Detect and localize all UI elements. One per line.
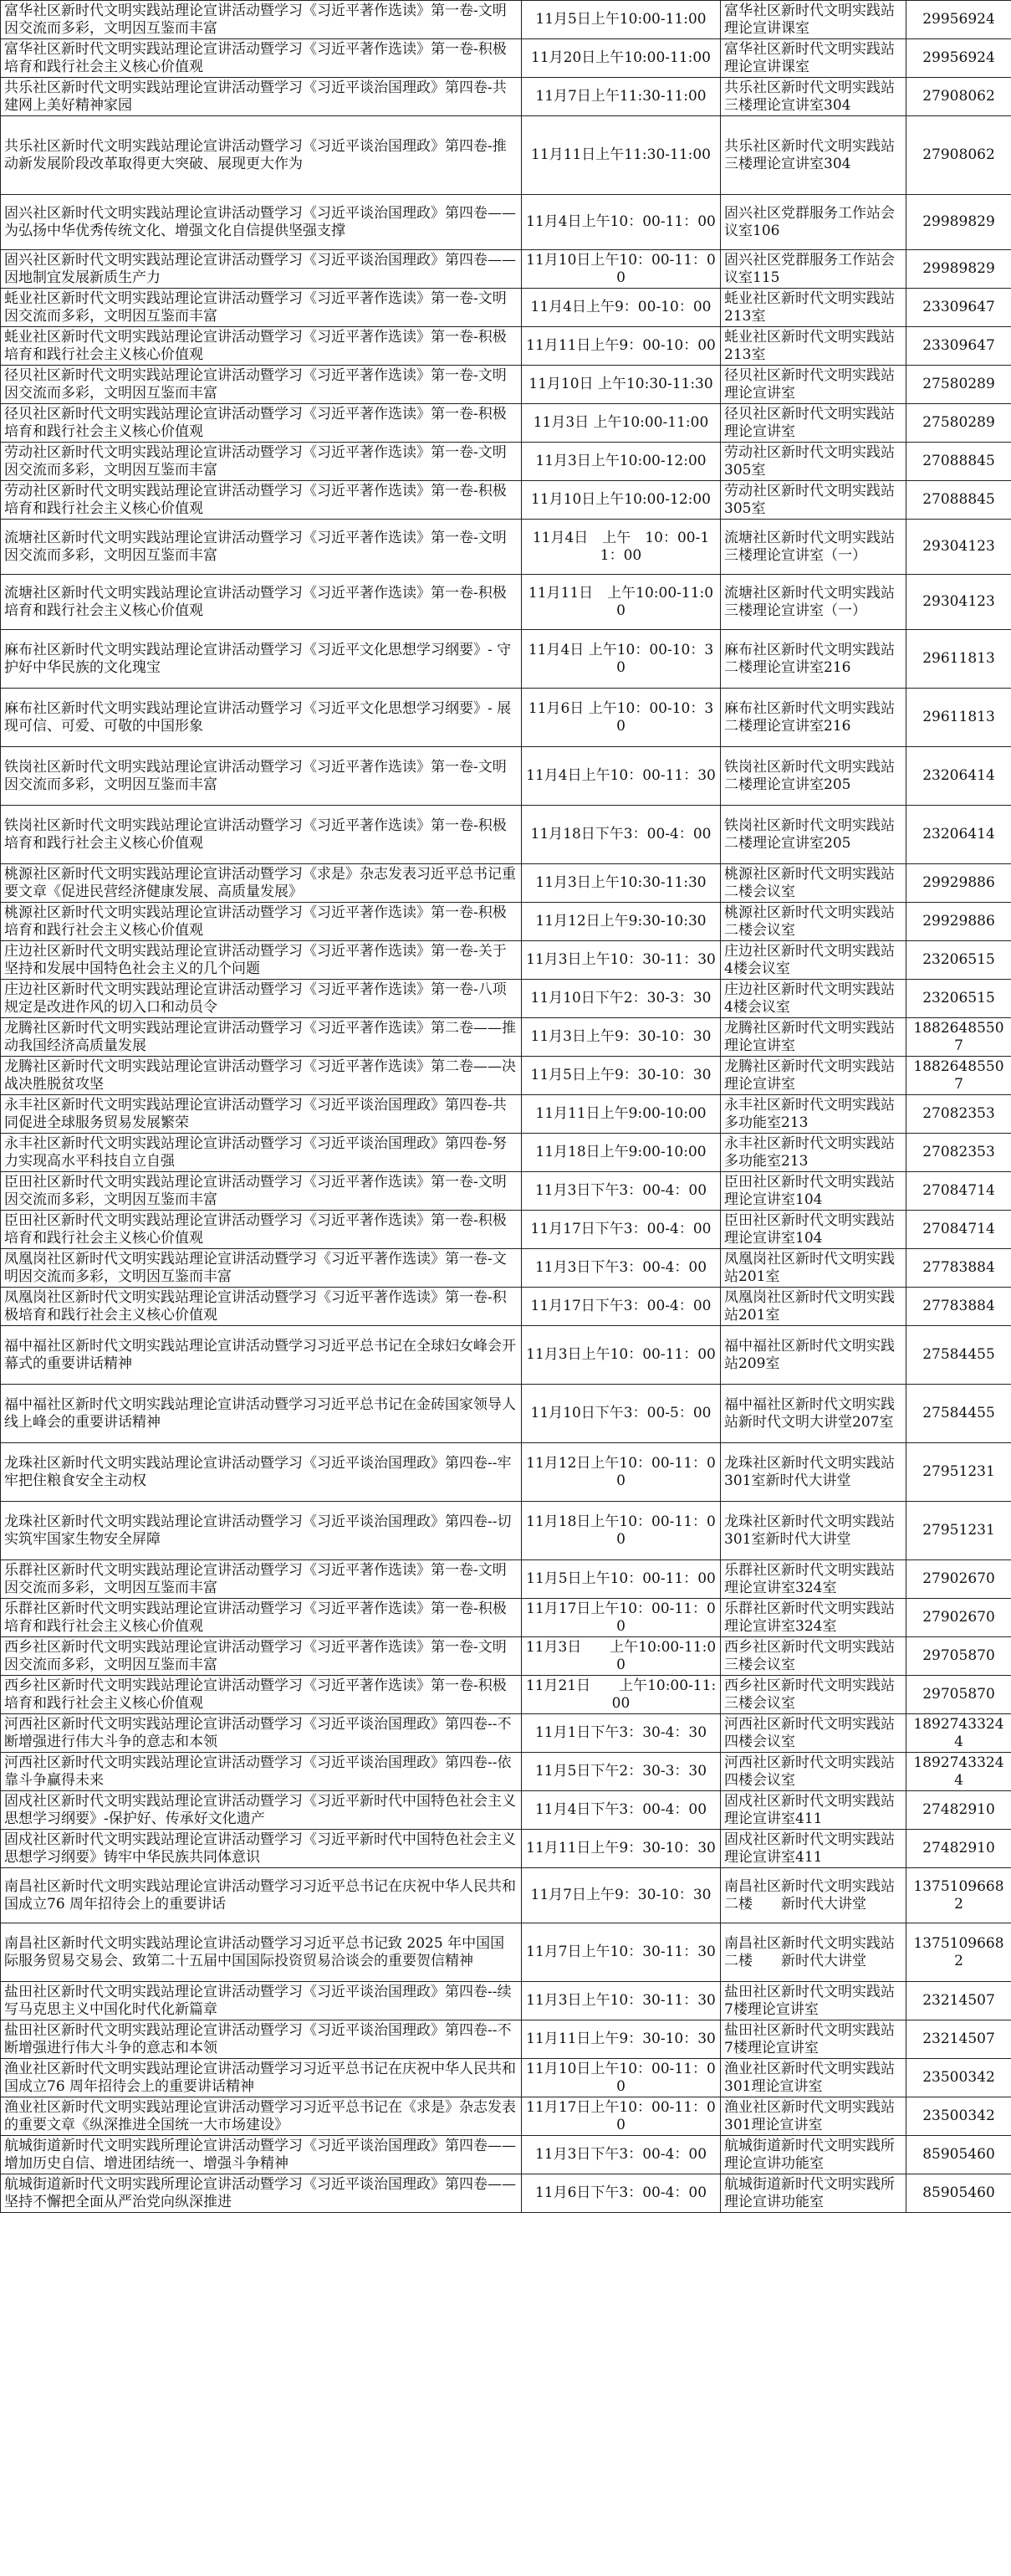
table-row bbox=[1, 630, 1011, 689]
cell-phone: 27908062 bbox=[906, 78, 1011, 116]
cell-venue: 西乡社区新时代文明实践站三楼会议室 bbox=[721, 1676, 906, 1714]
cell-phone: 23206414 bbox=[906, 747, 1011, 806]
cell-topic: 桃源社区新时代文明实践站理论宣讲活动暨学习《习近平著作选读》第一卷-积极培育和践行社会主义核心价值观 bbox=[1, 903, 522, 941]
cell-venue: 蚝业社区新时代文明实践站213室 bbox=[721, 289, 906, 327]
cell-time: 11月11日上午9:00-10:00 bbox=[522, 1095, 721, 1134]
cell-phone: 18927433244 bbox=[906, 1714, 1011, 1753]
cell-phone: 27902670 bbox=[906, 1560, 1011, 1599]
cell-venue: 富华社区新时代文明实践站理论宣讲课室 bbox=[721, 1, 906, 39]
cell-topic: 龙珠社区新时代文明实践站理论宣讲活动暨学习《习近平谈治国理政》第四卷--切实筑牢国家生物安全屏障 bbox=[1, 1502, 522, 1560]
cell-topic: 固戍社区新时代文明实践站理论宣讲活动暨学习《习近平新时代中国特色社会主义思想学习纲要》铸牢中华民族共同体意识 bbox=[1, 1830, 522, 1868]
cell-topic: 南昌社区新时代文明实践站理论宣讲活动暨学习习近平总书记在庆祝中华人民共和国成立76 周年招待会上的重要讲话 bbox=[1, 1868, 522, 1923]
table-row bbox=[1, 1018, 1011, 1057]
cell-time: 11月7日上午10：30-11：30 bbox=[522, 1923, 721, 1982]
cell-venue: 盐田社区新时代文明实践站7楼理论宣讲室 bbox=[721, 2020, 906, 2059]
cell-phone: 27951231 bbox=[906, 1443, 1011, 1502]
cell-phone: 23500342 bbox=[906, 2097, 1011, 2136]
cell-time: 11月3日下午3：00-4：00 bbox=[522, 1172, 721, 1211]
table-row bbox=[1, 575, 1011, 630]
cell-time: 11月11日 上午10:00-11:00 bbox=[522, 575, 721, 630]
cell-time: 11月3日 上午10:00-11:00 bbox=[522, 404, 721, 443]
table-row bbox=[1, 1172, 1011, 1211]
cell-topic: 径贝社区新时代文明实践站理论宣讲活动暨学习《习近平著作选读》第一卷-文明因交流而多彩，文明因互鉴而丰富 bbox=[1, 366, 522, 404]
cell-topic: 凤凰岗社区新时代文明实践站理论宣讲活动暨学习《习近平著作选读》第一卷-文明因交流而多彩，文明因互鉴而丰富 bbox=[1, 1249, 522, 1288]
cell-topic: 河西社区新时代文明实践站理论宣讲活动暨学习《习近平谈治国理政》第四卷--依靠斗争赢得未来 bbox=[1, 1753, 522, 1791]
cell-time: 11月12日上午10：00-11：00 bbox=[522, 1443, 721, 1502]
table-row bbox=[1, 2020, 1011, 2059]
cell-phone: 23309647 bbox=[906, 289, 1011, 327]
table-row bbox=[1, 1676, 1011, 1714]
cell-time: 11月10日下午2：30-3：30 bbox=[522, 980, 721, 1018]
table-row bbox=[1, 2097, 1011, 2136]
cell-phone: 23206515 bbox=[906, 941, 1011, 980]
table-row bbox=[1, 195, 1011, 250]
table-row bbox=[1, 806, 1011, 864]
cell-time: 11月18日下午3：00-4：00 bbox=[522, 806, 721, 864]
cell-time: 11月18日上午10：00-11：00 bbox=[522, 1502, 721, 1560]
cell-topic: 龙珠社区新时代文明实践站理论宣讲活动暨学习《习近平谈治国理政》第四卷--牢牢把住粮食安全主动权 bbox=[1, 1443, 522, 1502]
cell-venue: 劳动社区新时代文明实践站305室 bbox=[721, 481, 906, 520]
cell-venue: 永丰社区新时代文明实践站多功能室213 bbox=[721, 1095, 906, 1134]
cell-topic: 乐群社区新时代文明实践站理论宣讲活动暨学习《习近平著作选读》第一卷-积极培育和践行社会主义核心价值观 bbox=[1, 1599, 522, 1637]
cell-topic: 西乡社区新时代文明实践站理论宣讲活动暨学习《习近平著作选读》第一卷-积极培育和践行社会主义核心价值观 bbox=[1, 1676, 522, 1714]
cell-topic: 铁岗社区新时代文明实践站理论宣讲活动暨学习《习近平著作选读》第一卷-积极培育和践行社会主义核心价值观 bbox=[1, 806, 522, 864]
table-row bbox=[1, 1443, 1011, 1502]
cell-time: 11月3日下午3：00-4：00 bbox=[522, 1249, 721, 1288]
table-row bbox=[1, 39, 1011, 78]
cell-time: 11月10日上午10：00-11：00 bbox=[522, 250, 721, 289]
cell-phone: 27082353 bbox=[906, 1134, 1011, 1172]
cell-phone: 29956924 bbox=[906, 39, 1011, 78]
cell-topic: 渔业社区新时代文明实践站理论宣讲活动暨学习习近平总书记在庆祝中华人民共和国成立76 周年招待会上的重要讲话精神 bbox=[1, 2059, 522, 2097]
table-row bbox=[1, 250, 1011, 289]
cell-topic: 铁岗社区新时代文明实践站理论宣讲活动暨学习《习近平著作选读》第一卷-文明因交流而多彩，文明因互鉴而丰富 bbox=[1, 747, 522, 806]
table-row bbox=[1, 2136, 1011, 2174]
table-row bbox=[1, 1637, 1011, 1676]
cell-topic: 航城街道新时代文明实践所理论宣讲活动暨学习《习近平谈治国理政》第四卷——增加历史自信、增进团结统一、增强斗争精神 bbox=[1, 2136, 522, 2174]
cell-venue: 桃源社区新时代文明实践站二楼会议室 bbox=[721, 903, 906, 941]
cell-venue: 乐群社区新时代文明实践站理论宣讲室324室 bbox=[721, 1560, 906, 1599]
cell-venue: 固戍社区新时代文明实践站理论宣讲室411 bbox=[721, 1791, 906, 1830]
cell-time: 11月3日上午10：30-11：30 bbox=[522, 1982, 721, 2020]
table-row bbox=[1, 1599, 1011, 1637]
cell-topic: 共乐社区新时代文明实践站理论宣讲活动暨学习《习近平谈治国理政》第四卷-推动新发展阶段改革取得更大突破、展现更大作为 bbox=[1, 116, 522, 195]
schedule-table-body bbox=[1, 1, 1011, 2213]
cell-venue: 固兴社区党群服务工作站会议室106 bbox=[721, 195, 906, 250]
cell-time: 11月17日下午3：00-4：00 bbox=[522, 1211, 721, 1249]
cell-phone: 23214507 bbox=[906, 2020, 1011, 2059]
cell-phone: 23206414 bbox=[906, 806, 1011, 864]
cell-phone: 27908062 bbox=[906, 116, 1011, 195]
cell-time: 11月1日下午3：30-4：30 bbox=[522, 1714, 721, 1753]
cell-time: 11月3日上午9：30-10：30 bbox=[522, 1018, 721, 1057]
cell-phone: 27088845 bbox=[906, 443, 1011, 481]
cell-phone: 18927433244 bbox=[906, 1753, 1011, 1791]
cell-phone: 13751096682 bbox=[906, 1923, 1011, 1982]
cell-phone: 27783884 bbox=[906, 1288, 1011, 1326]
cell-time: 11月6日下午3：00-4：00 bbox=[522, 2174, 721, 2213]
cell-phone: 27584455 bbox=[906, 1326, 1011, 1385]
cell-topic: 臣田社区新时代文明实践站理论宣讲活动暨学习《习近平著作选读》第一卷-文明因交流而多彩，文明因互鉴而丰富 bbox=[1, 1172, 522, 1211]
cell-venue: 龙腾社区新时代文明实践站理论宣讲室 bbox=[721, 1057, 906, 1095]
cell-phone: 29304123 bbox=[906, 575, 1011, 630]
cell-time: 11月11日上午9：30-10：30 bbox=[522, 2020, 721, 2059]
table-row bbox=[1, 1249, 1011, 1288]
cell-topic: 河西社区新时代文明实践站理论宣讲活动暨学习《习近平谈治国理政》第四卷--不断增强进行伟大斗争的意志和本领 bbox=[1, 1714, 522, 1753]
cell-time: 11月21日 上午10:00-11:00 bbox=[522, 1676, 721, 1714]
table-row bbox=[1, 443, 1011, 481]
table-row bbox=[1, 1, 1011, 39]
cell-venue: 庄边社区新时代文明实践站4楼会议室 bbox=[721, 941, 906, 980]
cell-venue: 共乐社区新时代文明实践站三楼理论宣讲室304 bbox=[721, 78, 906, 116]
table-row bbox=[1, 366, 1011, 404]
cell-time: 11月4日上午10：00-11：00 bbox=[522, 195, 721, 250]
cell-topic: 福中福社区新时代文明实践站理论宣讲活动暨学习习近平总书记在金砖国家领导人线上峰会的重要讲话精神 bbox=[1, 1385, 522, 1443]
cell-time: 11月17日上午10：00-11：00 bbox=[522, 1599, 721, 1637]
cell-topic: 固兴社区新时代文明实践站理论宣讲活动暨学习《习近平谈治国理政》第四卷——为弘扬中华优秀传统文化、增强文化自信提供坚强支撑 bbox=[1, 195, 522, 250]
cell-topic: 福中福社区新时代文明实践站理论宣讲活动暨学习习近平总书记在全球妇女峰会开幕式的重要讲话精神 bbox=[1, 1326, 522, 1385]
table-row bbox=[1, 1982, 1011, 2020]
cell-phone: 27580289 bbox=[906, 366, 1011, 404]
cell-time: 11月10日下午3：00-5：00 bbox=[522, 1385, 721, 1443]
cell-time: 11月10日 上午10:30-11:30 bbox=[522, 366, 721, 404]
cell-topic: 麻布社区新时代文明实践站理论宣讲活动暨学习《习近平文化思想学习纲要》- 守护好中华民族的文化瑰宝 bbox=[1, 630, 522, 689]
cell-venue: 凤凰岗社区新时代文明实践站201室 bbox=[721, 1288, 906, 1326]
cell-venue: 径贝社区新时代文明实践站 理论宣讲室 bbox=[721, 404, 906, 443]
table-row bbox=[1, 481, 1011, 520]
cell-topic: 庄边社区新时代文明实践站理论宣讲活动暨学习《习近平著作选读》第一卷-关于坚持和发展中国特色社会主义的几个问题 bbox=[1, 941, 522, 980]
cell-time: 11月10日上午10：00-11：00 bbox=[522, 2059, 721, 2097]
table-row bbox=[1, 1502, 1011, 1560]
cell-topic: 盐田社区新时代文明实践站理论宣讲活动暨学习《习近平谈治国理政》第四卷--续写马克思主义中国化时代化新篇章 bbox=[1, 1982, 522, 2020]
cell-time: 11月4日 上午10：00-10：30 bbox=[522, 630, 721, 689]
cell-venue: 固戍社区新时代文明实践站理论宣讲室411 bbox=[721, 1830, 906, 1868]
table-row bbox=[1, 116, 1011, 195]
cell-time: 11月3日上午10:00-12:00 bbox=[522, 443, 721, 481]
table-row bbox=[1, 2059, 1011, 2097]
cell-topic: 龙腾社区新时代文明实践站理论宣讲活动暨学习《习近平著作选读》第二卷——推动我国经济高质量发展 bbox=[1, 1018, 522, 1057]
cell-phone: 27580289 bbox=[906, 404, 1011, 443]
table-row bbox=[1, 1326, 1011, 1385]
cell-topic: 蚝业社区新时代文明实践站理论宣讲活动暨学习《习近平著作选读》第一卷-积极培育和践行社会主义核心价值观 bbox=[1, 327, 522, 366]
cell-time: 11月11日上午9：00-10：00 bbox=[522, 327, 721, 366]
table-row bbox=[1, 1923, 1011, 1982]
cell-time: 11月3日上午10：30-11：30 bbox=[522, 941, 721, 980]
cell-time: 11月4日 上午 10：00-11：00 bbox=[522, 520, 721, 575]
cell-time: 11月5日下午2：30-3：30 bbox=[522, 1753, 721, 1791]
cell-time: 11月5日上午10:00-11:00 bbox=[522, 1, 721, 39]
cell-phone: 29304123 bbox=[906, 520, 1011, 575]
cell-topic: 共乐社区新时代文明实践站理论宣讲活动暨学习《习近平谈治国理政》第四卷-共建网上美好精神家园 bbox=[1, 78, 522, 116]
cell-phone: 27902670 bbox=[906, 1599, 1011, 1637]
cell-phone: 29989829 bbox=[906, 195, 1011, 250]
cell-venue: 富华社区新时代文明实践站理论宣讲课室 bbox=[721, 39, 906, 78]
table-row bbox=[1, 1560, 1011, 1599]
table-row bbox=[1, 1057, 1011, 1095]
cell-phone: 29705870 bbox=[906, 1676, 1011, 1714]
cell-topic: 凤凰岗社区新时代文明实践站理论宣讲活动暨学习《习近平著作选读》第一卷-积极培育和践行社会主义核心价值观 bbox=[1, 1288, 522, 1326]
cell-time: 11月3日上午10:30-11:30 bbox=[522, 864, 721, 903]
table-row bbox=[1, 520, 1011, 575]
cell-venue: 永丰社区新时代文明实践站多功能室213 bbox=[721, 1134, 906, 1172]
cell-venue: 麻布社区新时代文明实践站二楼理论宣讲室216 bbox=[721, 689, 906, 747]
cell-topic: 桃源社区新时代文明实践站理论宣讲活动暨学习《求是》杂志发表习近平总书记重要文章《促进民营经济健康发展、高质量发展》 bbox=[1, 864, 522, 903]
cell-phone: 23214507 bbox=[906, 1982, 1011, 2020]
cell-topic: 径贝社区新时代文明实践站理论宣讲活动暨学习《习近平著作选读》第一卷-积极培育和践行社会主义核心价值观 bbox=[1, 404, 522, 443]
cell-venue: 南昌社区新时代文明实践站二楼 新时代大讲堂 bbox=[721, 1923, 906, 1982]
table-row bbox=[1, 1288, 1011, 1326]
cell-time: 11月12日上午9:30-10:30 bbox=[522, 903, 721, 941]
cell-venue: 流塘社区新时代文明实践站三楼理论宣讲室（一） bbox=[721, 520, 906, 575]
table-row bbox=[1, 1868, 1011, 1923]
table-row bbox=[1, 689, 1011, 747]
table-row bbox=[1, 747, 1011, 806]
cell-phone: 27951231 bbox=[906, 1502, 1011, 1560]
cell-topic: 盐田社区新时代文明实践站理论宣讲活动暨学习《习近平谈治国理政》第四卷--不断增强进行伟大斗争的意志和本领 bbox=[1, 2020, 522, 2059]
table-row bbox=[1, 864, 1011, 903]
cell-venue: 庄边社区新时代文明实践站4楼会议室 bbox=[721, 980, 906, 1018]
cell-phone: 27084714 bbox=[906, 1211, 1011, 1249]
cell-phone: 29705870 bbox=[906, 1637, 1011, 1676]
cell-time: 11月7日上午9：30-10：30 bbox=[522, 1868, 721, 1923]
cell-time: 11月17日上午10：00-11：00 bbox=[522, 2097, 721, 2136]
cell-time: 11月11日上午11:30-11:00 bbox=[522, 116, 721, 195]
cell-time: 11月10日上午10:00-12:00 bbox=[522, 481, 721, 520]
cell-time: 11月4日上午9：00-10：00 bbox=[522, 289, 721, 327]
cell-venue: 渔业社区新时代文明实践站301理论宣讲室 bbox=[721, 2059, 906, 2097]
cell-topic: 航城街道新时代文明实践所理论宣讲活动暨学习《习近平谈治国理政》第四卷——坚持不懈把全面从严治党向纵深推进 bbox=[1, 2174, 522, 2213]
cell-topic: 流塘社区新时代文明实践站理论宣讲活动暨学习《习近平著作选读》第一卷-积极培育和践行社会主义核心价值观 bbox=[1, 575, 522, 630]
cell-time: 11月3日上午10：00-11：00 bbox=[522, 1326, 721, 1385]
table-row bbox=[1, 941, 1011, 980]
cell-venue: 径贝社区新时代文明实践站 理论宣讲室 bbox=[721, 366, 906, 404]
cell-phone: 29929886 bbox=[906, 903, 1011, 941]
cell-phone: 23206515 bbox=[906, 980, 1011, 1018]
cell-venue: 铁岗社区新时代文明实践站二楼理论宣讲室205 bbox=[721, 806, 906, 864]
cell-topic: 流塘社区新时代文明实践站理论宣讲活动暨学习《习近平著作选读》第一卷-文明因交流而多彩，文明因互鉴而丰富 bbox=[1, 520, 522, 575]
cell-topic: 固戍社区新时代文明实践站理论宣讲活动暨学习《习近平新时代中国特色社会主义思想学习纲要》-保护好、传承好文化遗产 bbox=[1, 1791, 522, 1830]
cell-phone: 29956924 bbox=[906, 1, 1011, 39]
cell-venue: 凤凰岗社区新时代文明实践站201室 bbox=[721, 1249, 906, 1288]
cell-phone: 13751096682 bbox=[906, 1868, 1011, 1923]
cell-phone: 27783884 bbox=[906, 1249, 1011, 1288]
cell-time: 11月17日下午3：00-4：00 bbox=[522, 1288, 721, 1326]
cell-topic: 固兴社区新时代文明实践站理论宣讲活动暨学习《习近平谈治国理政》第四卷——因地制宜发展新质生产力 bbox=[1, 250, 522, 289]
cell-phone: 23309647 bbox=[906, 327, 1011, 366]
table-row bbox=[1, 2174, 1011, 2213]
cell-time: 11月20日上午10:00-11:00 bbox=[522, 39, 721, 78]
cell-venue: 固兴社区党群服务工作站会议室115 bbox=[721, 250, 906, 289]
cell-time: 11月11日上午9：30-10：30 bbox=[522, 1830, 721, 1868]
cell-topic: 南昌社区新时代文明实践站理论宣讲活动暨学习习近平总书记致 2025 年中国国际服务贸易交易会、致第二十五届中国国际投资贸易洽谈会的重要贺信精神 bbox=[1, 1923, 522, 1982]
cell-phone: 18826485507 bbox=[906, 1018, 1011, 1057]
cell-time: 11月5日上午9：30-10：30 bbox=[522, 1057, 721, 1095]
cell-phone: 29611813 bbox=[906, 630, 1011, 689]
table-row bbox=[1, 1385, 1011, 1443]
cell-time: 11月18日上午9:00-10:00 bbox=[522, 1134, 721, 1172]
cell-topic: 渔业社区新时代文明实践站理论宣讲活动暨学习习近平总书记在《求是》杂志发表的重要文章《纵深推进全国统一大市场建设》 bbox=[1, 2097, 522, 2136]
cell-venue: 河西社区新时代文明实践站四楼会议室 bbox=[721, 1714, 906, 1753]
cell-topic: 劳动社区新时代文明实践站理论宣讲活动暨学习《习近平著作选读》第一卷-积极培育和践行社会主义核心价值观 bbox=[1, 481, 522, 520]
cell-venue: 航城街道新时代文明实践所理论宣讲功能室 bbox=[721, 2174, 906, 2213]
table-row bbox=[1, 903, 1011, 941]
table-row bbox=[1, 1134, 1011, 1172]
cell-phone: 27584455 bbox=[906, 1385, 1011, 1443]
cell-venue: 航城街道新时代文明实践所理论宣讲功能室 bbox=[721, 2136, 906, 2174]
table-row bbox=[1, 1095, 1011, 1134]
cell-phone: 27482910 bbox=[906, 1830, 1011, 1868]
cell-topic: 富华社区新时代文明实践站理论宣讲活动暨学习《习近平著作选读》第一卷-文明因交流而多彩，文明因互鉴而丰富 bbox=[1, 1, 522, 39]
cell-venue: 龙珠社区新时代文明实践站301室新时代大讲堂 bbox=[721, 1443, 906, 1502]
table-row bbox=[1, 1714, 1011, 1753]
cell-venue: 龙腾社区新时代文明实践站理论宣讲室 bbox=[721, 1018, 906, 1057]
cell-venue: 渔业社区新时代文明实践站301理论宣讲室 bbox=[721, 2097, 906, 2136]
table-row bbox=[1, 289, 1011, 327]
cell-phone: 29989829 bbox=[906, 250, 1011, 289]
table-row bbox=[1, 327, 1011, 366]
table-row bbox=[1, 1211, 1011, 1249]
cell-topic: 永丰社区新时代文明实践站理论宣讲活动暨学习《习近平谈治国理政》第四卷-努力实现高水平科技自立自强 bbox=[1, 1134, 522, 1172]
cell-topic: 乐群社区新时代文明实践站理论宣讲活动暨学习《习近平著作选读》第一卷-文明因交流而多彩，文明因互鉴而丰富 bbox=[1, 1560, 522, 1599]
table-row bbox=[1, 78, 1011, 116]
cell-venue: 河西社区新时代文明实践站四楼会议室 bbox=[721, 1753, 906, 1791]
cell-venue: 南昌社区新时代文明实践站二楼 新时代大讲堂 bbox=[721, 1868, 906, 1923]
cell-phone: 29929886 bbox=[906, 864, 1011, 903]
cell-venue: 蚝业社区新时代文明实践站213室 bbox=[721, 327, 906, 366]
cell-venue: 流塘社区新时代文明实践站三楼理论宣讲室（一） bbox=[721, 575, 906, 630]
cell-phone: 29611813 bbox=[906, 689, 1011, 747]
cell-time: 11月7日上午11:30-11:00 bbox=[522, 78, 721, 116]
cell-topic: 蚝业社区新时代文明实践站理论宣讲活动暨学习《习近平著作选读》第一卷-文明因交流而多彩，文明因互鉴而丰富 bbox=[1, 289, 522, 327]
cell-topic: 劳动社区新时代文明实践站理论宣讲活动暨学习《习近平著作选读》第一卷-文明因交流而多彩，文明因互鉴而丰富 bbox=[1, 443, 522, 481]
cell-topic: 麻布社区新时代文明实践站理论宣讲活动暨学习《习近平文化思想学习纲要》- 展现可信、可爱、可敬的中国形象 bbox=[1, 689, 522, 747]
cell-time: 11月3日 上午10:00-11:00 bbox=[522, 1637, 721, 1676]
cell-topic: 龙腾社区新时代文明实践站理论宣讲活动暨学习《习近平著作选读》第二卷——决战决胜脱贫攻坚 bbox=[1, 1057, 522, 1095]
cell-phone: 27084714 bbox=[906, 1172, 1011, 1211]
cell-time: 11月4日上午10：00-11：30 bbox=[522, 747, 721, 806]
cell-topic: 庄边社区新时代文明实践站理论宣讲活动暨学习《习近平著作选读》第一卷-八项规定是改进作风的切入口和动员令 bbox=[1, 980, 522, 1018]
cell-phone: 18826485507 bbox=[906, 1057, 1011, 1095]
cell-venue: 铁岗社区新时代文明实践站二楼理论宣讲室205 bbox=[721, 747, 906, 806]
table-row bbox=[1, 1791, 1011, 1830]
cell-phone: 85905460 bbox=[906, 2174, 1011, 2213]
cell-phone: 85905460 bbox=[906, 2136, 1011, 2174]
cell-time: 11月4日下午3：00-4：00 bbox=[522, 1791, 721, 1830]
cell-time: 11月6日 上午10：00-10：30 bbox=[522, 689, 721, 747]
cell-topic: 富华社区新时代文明实践站理论宣讲活动暨学习《习近平著作选读》第一卷-积极培育和践行社会主义核心价值观 bbox=[1, 39, 522, 78]
table-row bbox=[1, 1753, 1011, 1791]
cell-venue: 乐群社区新时代文明实践站理论宣讲室324室 bbox=[721, 1599, 906, 1637]
cell-venue: 西乡社区新时代文明实践站三楼会议室 bbox=[721, 1637, 906, 1676]
cell-phone: 23500342 bbox=[906, 2059, 1011, 2097]
cell-phone: 27088845 bbox=[906, 481, 1011, 520]
cell-time: 11月3日下午3：00-4：00 bbox=[522, 2136, 721, 2174]
cell-venue: 盐田社区新时代文明实践站7楼理论宣讲室 bbox=[721, 1982, 906, 2020]
cell-venue: 龙珠社区新时代文明实践站301室新时代大讲堂 bbox=[721, 1502, 906, 1560]
cell-venue: 臣田社区新时代文明实践站理论宣讲室104 bbox=[721, 1211, 906, 1249]
cell-venue: 麻布社区新时代文明实践站二楼理论宣讲室216 bbox=[721, 630, 906, 689]
table-row bbox=[1, 404, 1011, 443]
cell-topic: 臣田社区新时代文明实践站理论宣讲活动暨学习《习近平著作选读》第一卷-积极培育和践行社会主义核心价值观 bbox=[1, 1211, 522, 1249]
cell-venue: 桃源社区新时代文明实践站二楼会议室 bbox=[721, 864, 906, 903]
cell-phone: 27482910 bbox=[906, 1791, 1011, 1830]
cell-time: 11月5日上午10：00-11：00 bbox=[522, 1560, 721, 1599]
cell-venue: 劳动社区新时代文明实践站305室 bbox=[721, 443, 906, 481]
cell-venue: 福中福社区新时代文明实践站新时代文明大讲堂207室 bbox=[721, 1385, 906, 1443]
cell-topic: 永丰社区新时代文明实践站理论宣讲活动暨学习《习近平谈治国理政》第四卷-共同促进全球服务贸易发展繁荣 bbox=[1, 1095, 522, 1134]
table-row bbox=[1, 980, 1011, 1018]
cell-phone: 27082353 bbox=[906, 1095, 1011, 1134]
cell-venue: 臣田社区新时代文明实践站理论宣讲室104 bbox=[721, 1172, 906, 1211]
cell-topic: 西乡社区新时代文明实践站理论宣讲活动暨学习《习近平著作选读》第一卷-文明因交流而多彩，文明因互鉴而丰富 bbox=[1, 1637, 522, 1676]
table-row bbox=[1, 1830, 1011, 1868]
cell-venue: 福中福社区新时代文明实践站209室 bbox=[721, 1326, 906, 1385]
cell-venue: 共乐社区新时代文明实践站三楼理论宣讲室304 bbox=[721, 116, 906, 195]
